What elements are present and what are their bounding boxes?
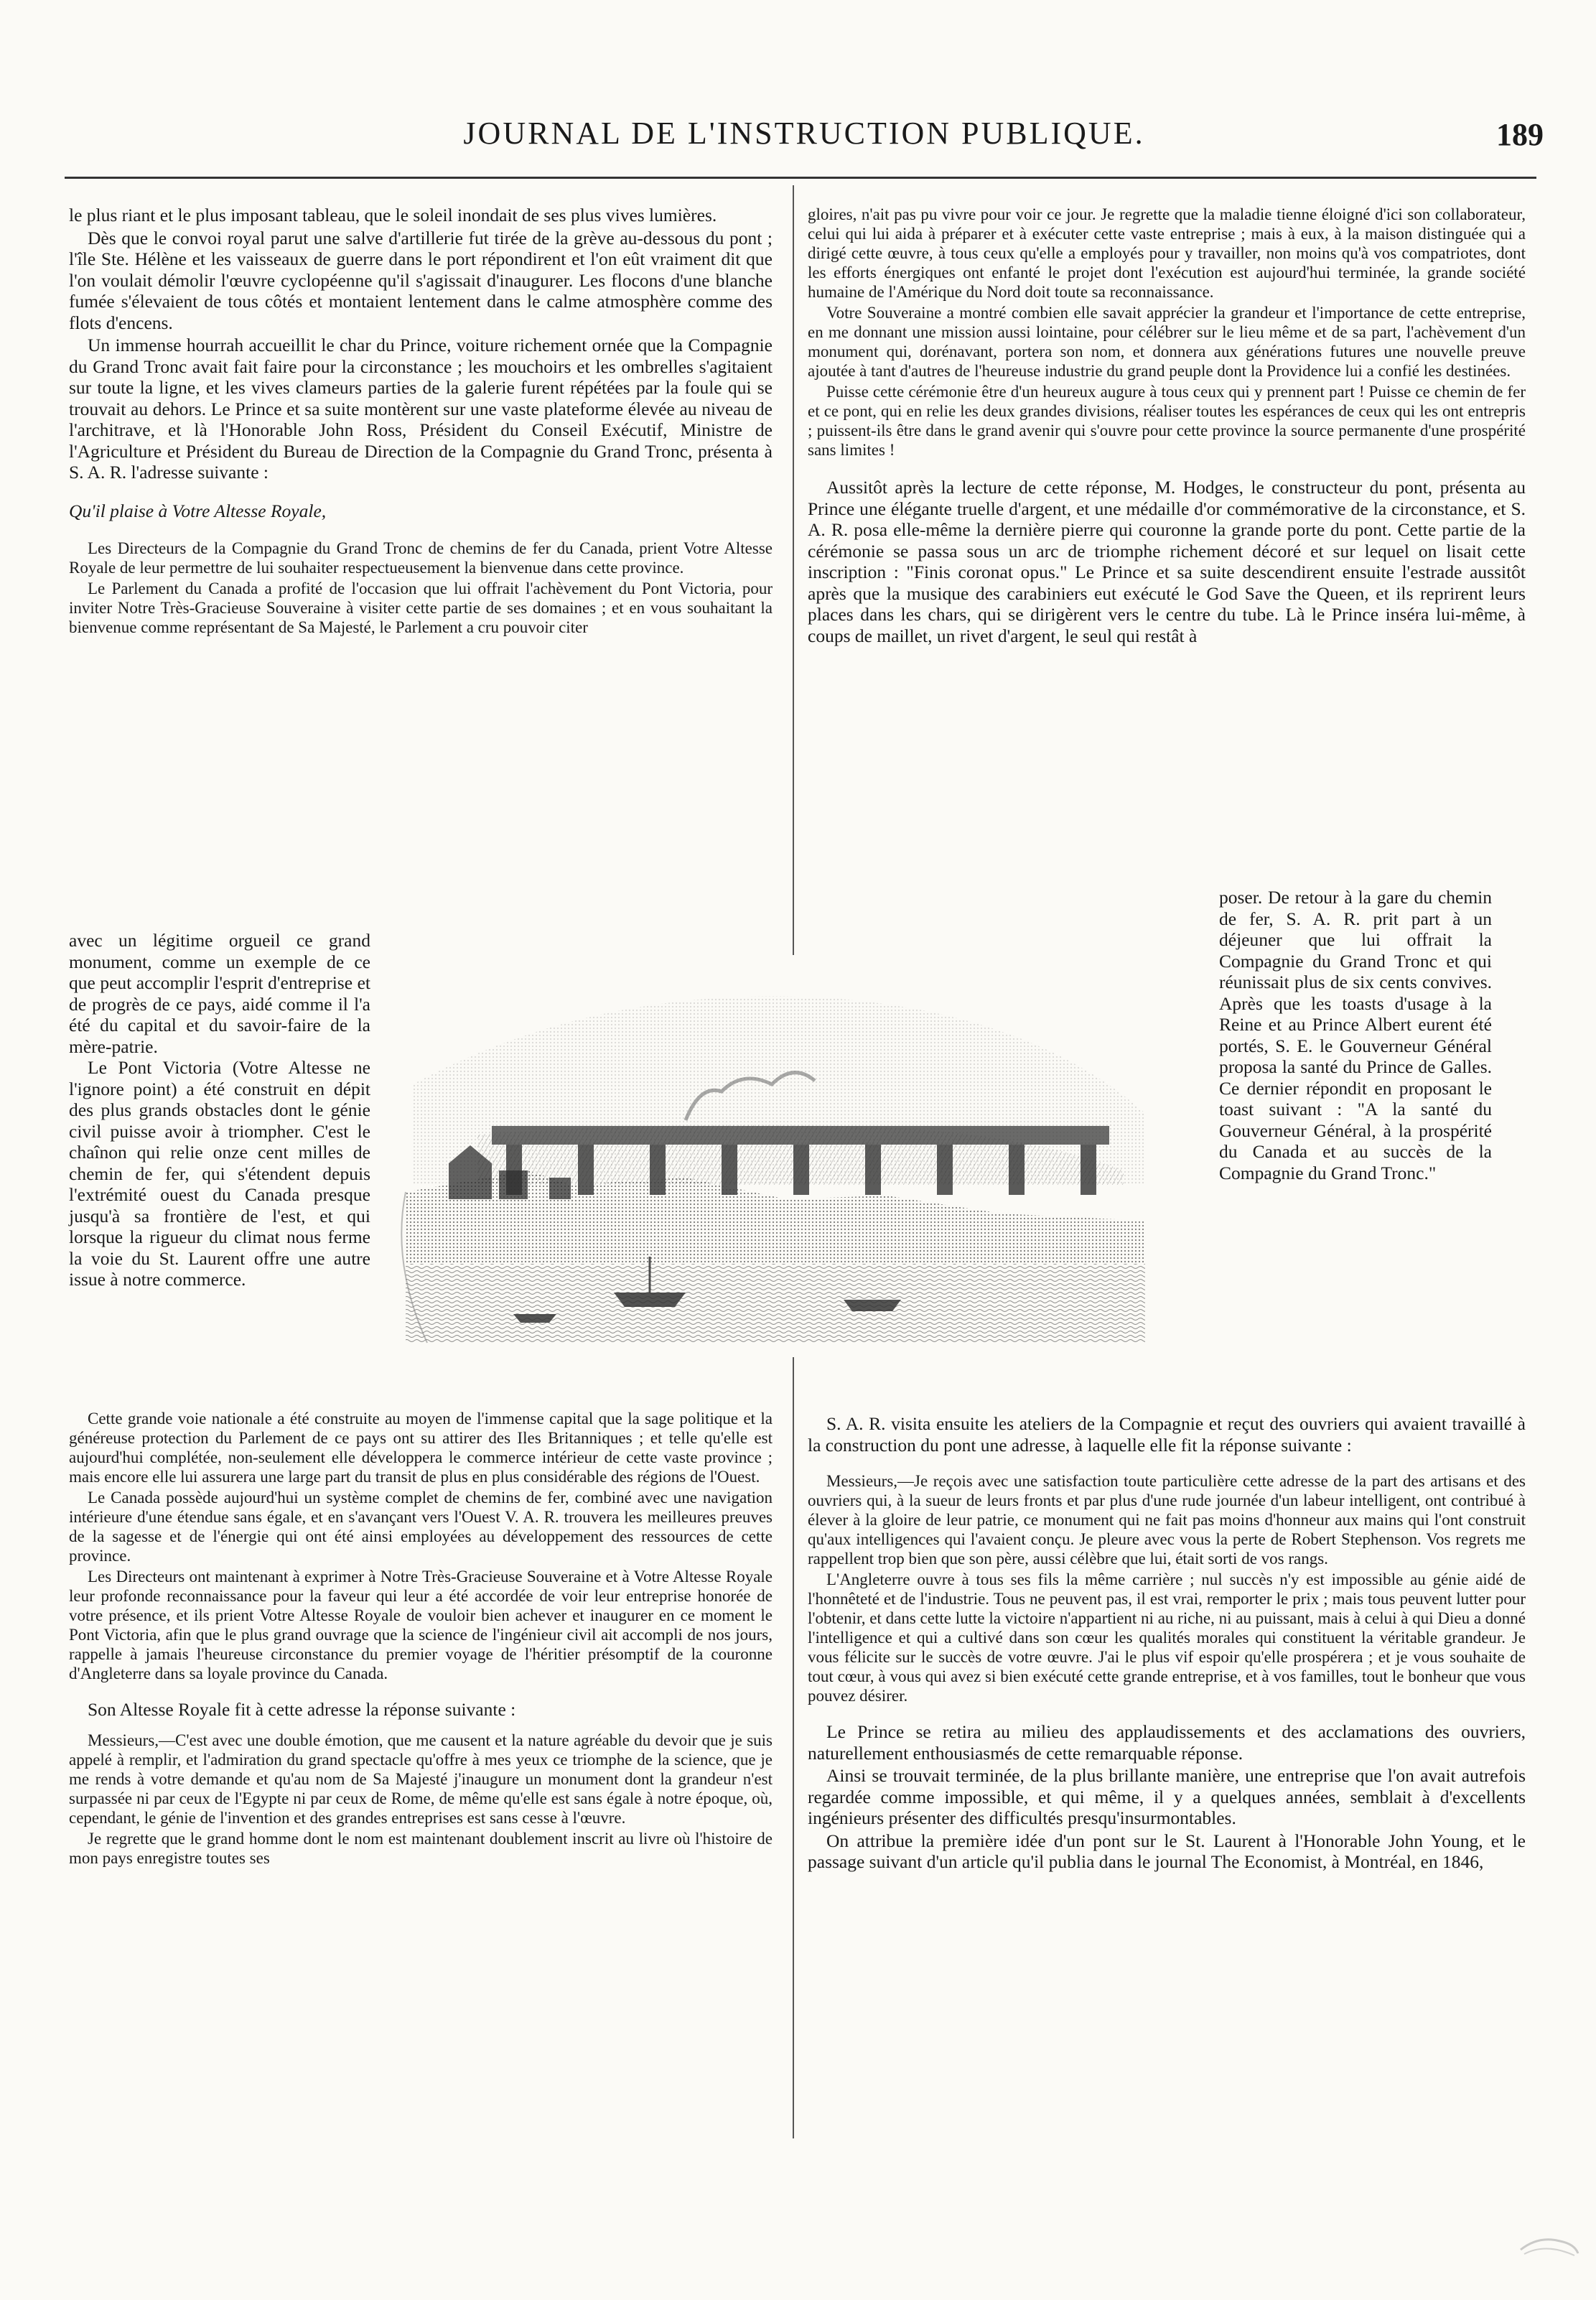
paragraph: Un immense hourrah accueillit le char du Prince, voiture richement ornée que la Compagnie du Grand Tronc avait fait faire pour la circonstance ; les mouchoirs et les ombrelles s'agitaient sur toute la ligne, et les vives clameurs parties de la galerie furent répétées par la foule qui se trouvait au dehors. Le Prince et sa suite montèrent sur une vaste plateforme élevée au niveau de l'architrave, et là l'Honorable John Ross, Président du Conseil Exécutif, Ministre de l'Agriculture et Président du Bureau de Direction de la Compagnie du Grand Tronc, présenta à S. A. R. l'adresse suivante : xyxy=(69,335,773,483)
right-column xyxy=(808,205,1526,648)
paragraph: Le Canada possède aujourd'hui un système complet de chemins de fer, combiné avec une navigation intérieure d'une étendue sans égale, et en s'avançant vers l'Ouest V. A. R. trouvera les meilleures preuves de la sagesse et de l'énergie qui ont été ainsi employées au développement des ressources de cette province. xyxy=(69,1489,773,1565)
paragraph: L'Angleterre ouvre à tous ses fils la même carrière ; nul succès n'y est impossible au génie aidé de l'honnêteté et de l'industrie. Tous ne peuvent pas, il est vrai, remporter le prix ; mais tous peuvent lutter pour l'obtenir, et dans cette lutte la victoire n'appartient ni au riche, ni au puissant, mais à celui à qui Dieu a donné l'intelligence et qui a cultivé dans son cœur les qualités morales qui constituent la véritable grandeur. Je vous félicite sur le succès de votre œuvre. J'ai le plus vif espoir qu'elle prospérera ; et je vous souhaite de tout cœur, à vous qui avez si bien exécuté cette grande entreprise, et à vos familles, tout le bonheur que vous pouvez désirer. xyxy=(808,1570,1526,1705)
paragraph: Puisse cette cérémonie être d'un heureux augure à tous ceux qui y prennent part ! Puisse ce chemin de fer et ce pont, qui en relie les deux grandes divisions, réaliser toutes les espérances de ceux qui les ont entrepris ; puissent-ils être dans le grand avenir qui s'ouvre pour cette province la source permanente d'une prospérité sans limites ! xyxy=(808,383,1526,459)
paragraph: Messieurs,—Je reçois avec une satisfaction toute particulière cette adresse de la part des artisans et des ouvriers qui, à la sueur de leurs fronts et par plus d'une rude journée d'un labeur intelligent, ont contribué à élever à la gloire de leur patrie, ce monument qui ne fait pas moins d'honneur aux mains qui l'ont construit qu'aux intelligences qui l'avaient conçu. Je pleure avec vous la perte de Robert Stephenson. Vos regrets me rappellent trop bien que son père, aussi célèbre que lui, était sorti de vos rangs. xyxy=(808,1472,1526,1568)
paragraph: avec un légitime orgueil ce grand monument, comme un exemple de ce que peut accomplir l'esprit d'entreprise et de progrès de ce pays, aidé comme il l'a été du capital et du savoir-faire de la mère-patrie. xyxy=(69,930,370,1057)
paragraph: Les Directeurs ont maintenant à exprimer à Notre Très-Gracieuse Souveraine et à Votre Altesse Royale leur profonde reconnaissance pour la faveur qui leur a été accordée de voir leur entreprise honorée de votre présence, et ils prient Votre Altesse Royale de vouloir bien achever et inaugurer en ce moment le Pont Victoria, afin que le plus grand ouvrage que la science de l'ingénieur civil ait accompli de nos jours, rappelle à jamais l'heureuse circonstance du premier voyage de l'héritier présomptif de la couronne d'Angleterre dans sa loyale province du Canada. xyxy=(69,1568,773,1682)
paragraph: Le Prince se retira au milieu des applaudissements et des acclamations des ouvriers, naturellement enthousiasmés de cette remarquable réponse. xyxy=(808,1721,1526,1764)
paragraph: le plus riant et le plus imposant tableau, que le soleil inondait de ses plus vives lumières. xyxy=(69,205,717,225)
paragraph: Je regrette que le grand homme dont le nom est maintenant doublement inscrit au livre où l'histoire de mon pays enregistre toutes ses xyxy=(69,1829,773,1867)
page-number: 189 xyxy=(1496,117,1544,152)
paragraph: Votre Souveraine a montré combien elle savait apprécier la grandeur et l'importance de cette entreprise, en me donnant une mission aussi lointaine, pour célébrer sur le lieu même et de sa part, l'achèvement d'un monument qui, dorénavant, portera son nom, et donnera aux générations futures une nouvelle preuve ajoutée à tant d'autres de l'heureuse industrie du grand peuple dont la Providence lui a confié les destinées. xyxy=(808,304,1526,380)
running-title: JOURNAL DE L'INSTRUCTION PUBLIQUE. xyxy=(463,116,1145,151)
paragraph: Le Pont Victoria (Votre Altesse ne l'ignore point) a été construit en dépit des plus grands obstacles dont le génie civil puisse avoir à triompher. C'est le chaînon qui relie onze cent milles de chemin de fer, qui s'étendent depuis l'extrémité ouest du Canada presque jusqu'à sa frontière de l'est, et qui lorsque la rigueur du climat nous ferme la voie du St. Laurent offre une autre issue à notre commerce. xyxy=(69,1057,370,1290)
paragraph: Ainsi se trouvait terminée, de la plus brillante manière, une entreprise que l'on avait autrefois regardée comme impossible, et qui même, il y a quelques années, semblait à d'excellents ingénieurs présenter des difficultés presqu'insurmontables. xyxy=(808,1765,1526,1828)
address-salutation: Qu'il plaise à Votre Altesse Royale, xyxy=(69,500,327,521)
paragraph: S. A. R. visita ensuite les ateliers de la Compagnie et reçut des ouvriers qui avaient travaillé à la construction du pont une adresse, à laquelle elle fit la réponse suivante : xyxy=(808,1413,1526,1456)
paragraph: poser. De retour à la gare du chemin de fer, S. A. R. prit part à un déjeuner que lui offrait la Compagnie du Grand Tronc et qui réunissait plus de six cents convives. Après que les toasts d'usage à la Reine et au Prince Albert eurent été portés, S. E. le Gouverneur Général proposa la santé du Prince de Galles. Ce dernier répondit en proposant le toast suivant : "A la santé du Gouverneur Général, à la prospérité du Canada et au succès de la Compagnie du Grand Tronc." xyxy=(1219,887,1492,1183)
right-narrow-column xyxy=(1219,887,1492,1183)
paragraph: gloires, n'ait pas pu vivre pour voir ce jour. Je regrette que la maladie tienne éloigné d'ici son collaborateur, celui qui lui aida à préparer et à exécuter cette vaste entreprise ; mais à eux, à la maison distinguée qui a dirigé cette œuvre, à tous ceux qu'elle a employés pour y travailler, non moins qu'à vos compatriotes, dont les efforts énergiques ont enfanté le projet dont l'exécution est aujourd'hui terminée, la grande société humaine de l'Amérique du Nord doit toute sa reconnaissance. xyxy=(808,205,1526,301)
paragraph: Les Directeurs de la Compagnie du Grand Tronc de chemins de fer du Canada, prient Votre Altesse Royale de leur permettre de lui souhaiter respectueusement la bienvenue dans cette province. xyxy=(69,539,773,577)
paragraph: Messieurs,—C'est avec une double émotion, que me causent et la nature agréable du devoir que je suis appelé à remplir, et l'admiration du grand spectacle qu'offre à mes yeux ce triomphe de la science, que je me rends à votre demande et qu'au nom de Sa Majesté j'inaugure un monument dont la grandeur n'est surpassée ni par ceux de l'Egypte ni par ceux de Rome, de même qu'elle est sans égale à notre époque, où, cependant, le génie de l'invention et des grandes entreprises est sans cesse à l'œuvre. xyxy=(69,1731,773,1827)
paragraph: Son Altesse Royale fit à cette adresse la réponse suivante : xyxy=(88,1699,516,1720)
left-column xyxy=(69,205,773,638)
paragraph: Cette grande voie nationale a été construite au moyen de l'immense capital que la sage politique et la généreuse protection du Parlement de ce pays ont su attirer des Iles Britanniques ; et telle qu'elle est aujourd'hui complétée, non-seulement elle développera le commerce intérieur de cette vaste province ; mais encore elle lui assurera une large part du transit de plus en plus considérable des régions de l'Ouest. xyxy=(69,1410,773,1486)
ink-smudge-icon xyxy=(1517,2221,1582,2257)
paragraph: Dès que le convoi royal parut une salve d'artillerie fut tirée de la grève au-dessous du pont ; l'île Ste. Hélène et les vaisseaux de guerre dans le port répondirent et l'on eût vraiment dit que l'on voulait démolir l'œuvre cyclopéenne qu'il s'agissait d'inaugurer. Les flocons d'une blanche fumée s'élevaient de tous côtés et montaient lentement dans le calme atmosphère comme des flots d'encens. xyxy=(69,227,773,333)
paragraph: On attribue la première idée d'un pont sur le St. Laurent à l'Honorable John Young, et le passage suivant d'un article qu'il publia dans le journal The Economist, à Montréal, en 1846, xyxy=(808,1830,1526,1872)
page-header xyxy=(65,115,1544,172)
paragraph: Le Parlement du Canada a profité de l'occasion que lui offrait l'achèvement du Pont Victoria, pour inviter Notre Très-Gracieuse Souveraine à visiter cette partie de ses domaines ; et en vous souhaitant la bienvenue comme représentant de Sa Majesté, le Parlement a cru pouvoir citer xyxy=(69,579,773,636)
left-column-lower xyxy=(69,1409,773,1869)
header-rule xyxy=(65,177,1536,179)
engraving-victoria-bridge-icon xyxy=(384,955,1167,1357)
right-column-lower xyxy=(808,1413,1526,1874)
paragraph: Aussitôt après la lecture de cette réponse, M. Hodges, le constructeur du pont, présenta au Prince une élégante truelle d'argent, et une médaille d'or commémorative de la circonstance, et S. A. R. posa elle-même la dernière pierre qui couronne la grande porte du pont. Cette partie de la cérémonie se passa sous un arc de triomphe richement décoré et sur lequel on lisait cette inscription : "Finis coronat opus." Le Prince et sa suite descendirent ensuite l'estrade aussitôt après que la musique des carabiniers eut exécuté le God Save the Queen, et ils reprirent leurs places dans les chars, qui se dirigèrent vers le centre du tube. Là le Prince inséra lui-même, à coups de maillet, un rivet d'argent, le seul qui restât à xyxy=(808,477,1526,646)
left-narrow-column xyxy=(69,930,370,1290)
